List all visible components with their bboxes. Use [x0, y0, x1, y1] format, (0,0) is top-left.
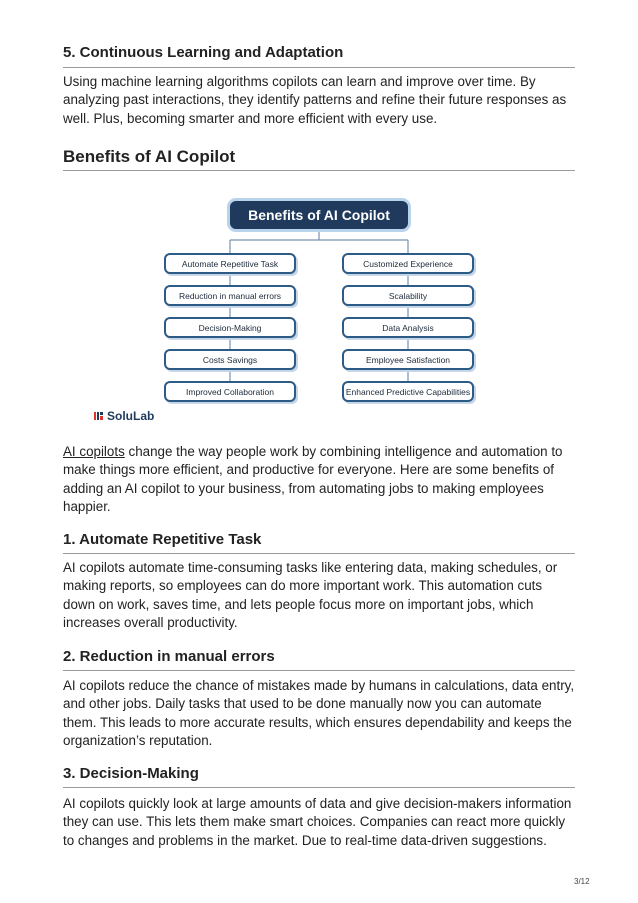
solulab-logo [94, 409, 154, 423]
logo-text: SoluLab [107, 409, 155, 423]
benefit-automate-repetitive-task: Automate Repetitive Task [164, 253, 296, 274]
divider [63, 67, 575, 68]
heading-text: 3. Decision-Making [63, 765, 199, 782]
infographic-title: Benefits of AI Copilot [227, 198, 411, 232]
benefit-customized-experience: Customized Experience [342, 253, 474, 274]
paragraph-text: AI copilots automate time-consuming tasks like entering data, making schedules, or making reports, so employees can do more important work. This automation cuts down on work, saves time, and lets people focus more on important jobs, which increases overall productivity. [63, 560, 558, 631]
paragraph-continuous-learning [63, 73, 575, 128]
benefit-improved-collaboration: Improved Collaboration [164, 381, 296, 402]
benefit-decision-making: Decision-Making [164, 317, 296, 338]
benefit-costs-savings: Costs Savings [164, 349, 296, 370]
benefit-enhanced-predictive-capabilities: Enhanced Predictive Capabilities [342, 381, 474, 402]
benefit-data-analysis: Data Analysis [342, 317, 474, 338]
paragraph-text: AI copilots reduce the chance of mistakes made by humans in calculations, data entry, and other jobs. Daily tasks that used to be done manually now you can automate them. This leads to more accurate results, which ensures dependability and keeps the organization’s reputation. [63, 678, 575, 749]
ai-copilots-link[interactable]: AI copilots [63, 444, 125, 459]
section-heading-automate [63, 531, 575, 549]
benefit-scalability: Scalability [342, 285, 474, 306]
heading-text: 2. Reduction in manual errors [63, 648, 275, 665]
heading-text: Benefits of AI Copilot [63, 147, 236, 166]
section-heading-decision-making [63, 765, 575, 783]
solulab-logo-icon [94, 411, 104, 421]
section-heading-benefits [63, 147, 575, 167]
divider [63, 553, 575, 554]
benefits-infographic [90, 190, 550, 430]
page-number: 3/12 [574, 877, 590, 886]
heading-text: 1. Automate Repetitive Task [63, 531, 262, 548]
benefit-employee-satisfaction: Employee Satisfaction [342, 349, 474, 370]
benefit-reduction-manual-errors: Reduction in manual errors [164, 285, 296, 306]
heading-text: 5. Continuous Learning and Adaptation [63, 44, 344, 61]
paragraph-text [63, 443, 575, 517]
section-heading-reduction [63, 648, 575, 666]
divider [63, 787, 575, 788]
intro-text: change the way people work by combining intelligence and automation to make things more efficient, and productive for everyone. Here are some benefits of adding an AI copilot to your business, from automating jobs to making employees happier. [63, 444, 563, 515]
paragraph-automate [63, 559, 575, 633]
section-heading-continuous-learning [63, 44, 575, 62]
paragraph-decision-making [63, 795, 575, 850]
paragraph-intro [63, 443, 575, 517]
divider [63, 670, 575, 671]
paragraph-reduction [63, 677, 575, 751]
paragraph-text: Using machine learning algorithms copilots can learn and improve over time. By analyzing past interactions, they identify patterns and refine their future responses as well. Plus, becoming smarter and more efficient with every use. [63, 74, 567, 126]
paragraph-text: AI copilots quickly look at large amounts of data and give decision-makers information they can use. This lets them make smart choices. Companies can react more quickly to changes and problems in the market. Due to real-time data-driven suggestions. [63, 796, 572, 848]
divider [63, 170, 575, 171]
